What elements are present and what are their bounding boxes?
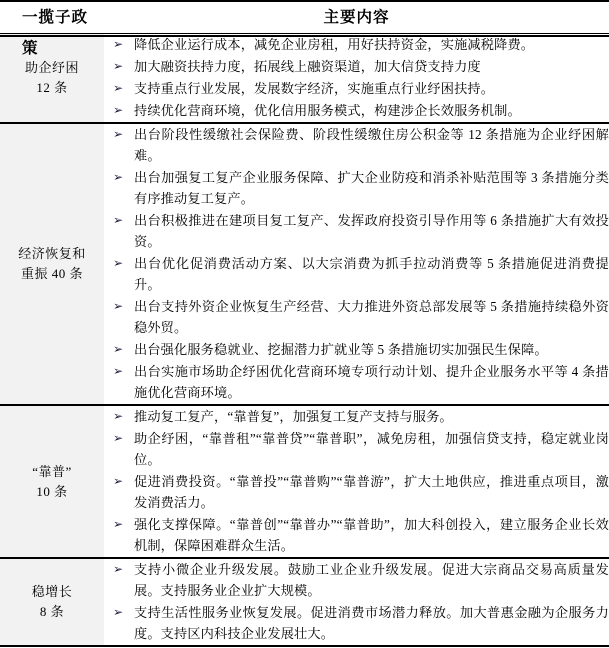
- arrow-bullet-icon: ➢: [113, 562, 124, 576]
- list-item: [104, 100, 609, 121]
- row-label-line: “靠普”: [32, 463, 72, 479]
- row-label-cell: [0, 558, 104, 645]
- arrow-bullet-icon: ➢: [113, 517, 124, 531]
- list-item: [104, 339, 609, 360]
- list-item-text: 支持重点行业发展，发展数字经济，实施重点行业纾困扶持。: [134, 81, 495, 96]
- header-label-policy: 一揽子政策: [22, 9, 89, 57]
- row-label-line: 10 条: [36, 483, 68, 499]
- list-item: [104, 56, 609, 77]
- row-label-line: 助企纾困: [24, 60, 79, 75]
- arrow-bullet-icon: ➢: [113, 170, 124, 184]
- list-item-text: 出台支持外资企业恢复生产经营、大力推进外资总部发展等 5 条措施持续稳外资稳外贸。: [134, 299, 609, 335]
- list-item-text: 出台强化服务稳就业、挖掘潜力扩就业等 5 条措施切实加强民生保障。: [134, 342, 548, 357]
- list-item: [104, 167, 609, 209]
- list-item-text: 出台积极推进在建项目复工复产、发挥政府投资引导作用等 6 条措施扩大有效投资。: [134, 213, 609, 249]
- header-cell-policy: [0, 0, 104, 57]
- arrow-bullet-icon: ➢: [113, 605, 124, 619]
- bullet-list: [104, 124, 609, 403]
- row-label-line: 经济恢复和: [18, 246, 86, 261]
- row-content-cell: [104, 558, 609, 645]
- list-item-text: 助企纾困，“靠普租”“靠普贷”“靠普职”，减免房租，加强信贷支持，稳定就业岗位。: [134, 431, 609, 467]
- list-item: [104, 428, 609, 470]
- header-cell-content: [104, 0, 609, 34]
- row-label-cell: [0, 405, 104, 558]
- arrow-bullet-icon: ➢: [113, 256, 124, 270]
- list-item: [104, 34, 609, 55]
- table-row: [0, 405, 609, 558]
- arrow-bullet-icon: ➢: [113, 299, 124, 313]
- arrow-bullet-icon: ➢: [113, 213, 124, 227]
- list-item: [104, 253, 609, 295]
- row-content-cell: [104, 123, 609, 405]
- list-item-text: 推动复工复产，“靠普复”，加强复工复产支持与服务。: [134, 409, 453, 424]
- table-bottom-border: [0, 645, 609, 647]
- row-label-line: 8 条: [39, 604, 65, 619]
- table-row: [0, 558, 609, 645]
- list-item: [104, 602, 609, 644]
- list-item: [104, 296, 609, 338]
- arrow-bullet-icon: ➢: [113, 342, 124, 356]
- list-item-text: 出台加强复工复产企业服务保障、扩大企业防疫和消杀补贴范围等 3 条措施分类有序推动复工复产。: [134, 170, 609, 206]
- arrow-bullet-icon: ➢: [113, 431, 124, 445]
- list-item: [104, 210, 609, 252]
- row-content-cell: [104, 34, 609, 123]
- list-item-text: 加大融资扶持力度，拓展线上融资渠道，加大信贷支持力度: [134, 59, 481, 74]
- bullet-list: [104, 406, 609, 556]
- list-item-text: 持续优化营商环境，优化信用服务模式，构建涉企长效服务机制。: [134, 103, 521, 118]
- bullet-list: [104, 559, 609, 644]
- arrow-bullet-icon: ➢: [113, 103, 124, 117]
- list-item-text: 支持小微企业升级发展。鼓励工业企业升级发展。促进大宗商品交易高质量发展。支持服务业企业扩大规模。: [134, 562, 609, 598]
- arrow-bullet-icon: ➢: [113, 409, 124, 423]
- list-item-text: 降低企业运行成本，减免企业房租，用好扶持资金，实施减税降费。: [134, 37, 535, 52]
- list-item: [104, 406, 609, 427]
- list-item: [104, 514, 609, 556]
- header-label-content: 主要内容: [323, 9, 390, 26]
- row-label-line: 稳增长: [31, 584, 73, 599]
- arrow-bullet-icon: ➢: [113, 37, 124, 51]
- table-header-row: [0, 0, 609, 34]
- list-item: [104, 78, 609, 99]
- list-item-text: 出台实施市场助企纾困优化营商环境专项行动计划、提升企业服务水平等 4 条措施优化营商环境。: [134, 364, 609, 400]
- row-label-line: 12 条: [36, 80, 68, 95]
- list-item-text: 出台优化促消费活动方案、以大宗消费为抓手拉动消费等 5 条措施促进消费提升。: [134, 256, 609, 292]
- row-content-cell: [104, 405, 609, 558]
- list-item-text: 促进消费投资。“靠普投”“靠普购”“靠普游”，扩大土地供应，推进重点项目，激发消费活力。: [134, 474, 609, 510]
- arrow-bullet-icon: ➢: [113, 81, 124, 95]
- row-label-cell: [0, 123, 104, 405]
- list-item: [104, 361, 609, 403]
- arrow-bullet-icon: ➢: [113, 364, 124, 378]
- arrow-bullet-icon: ➢: [113, 127, 124, 141]
- list-item: [104, 559, 609, 601]
- list-item-text: 支持生活性服务业恢复发展。促进消费市场潜力释放。加大普惠金融为企服务力度。支持区内科技企业发展壮大。: [134, 605, 609, 641]
- list-item: [104, 124, 609, 166]
- arrow-bullet-icon: ➢: [113, 59, 124, 73]
- bullet-list: [104, 34, 609, 121]
- table-row: [0, 123, 609, 405]
- list-item-text: 强化支撑保障。“靠普创”“靠普办”“靠普助”，加大科创投入，建立服务企业长效机制，保障困难群众生活。: [134, 517, 609, 553]
- list-item-text: 出台阶段性缓缴社会保险费、阶段性缓缴住房公积金等 12 条措施为企业纾困解难。: [134, 127, 609, 163]
- row-label-line: 重振 40 条: [20, 266, 83, 281]
- arrow-bullet-icon: ➢: [113, 474, 124, 488]
- list-item: [104, 471, 609, 513]
